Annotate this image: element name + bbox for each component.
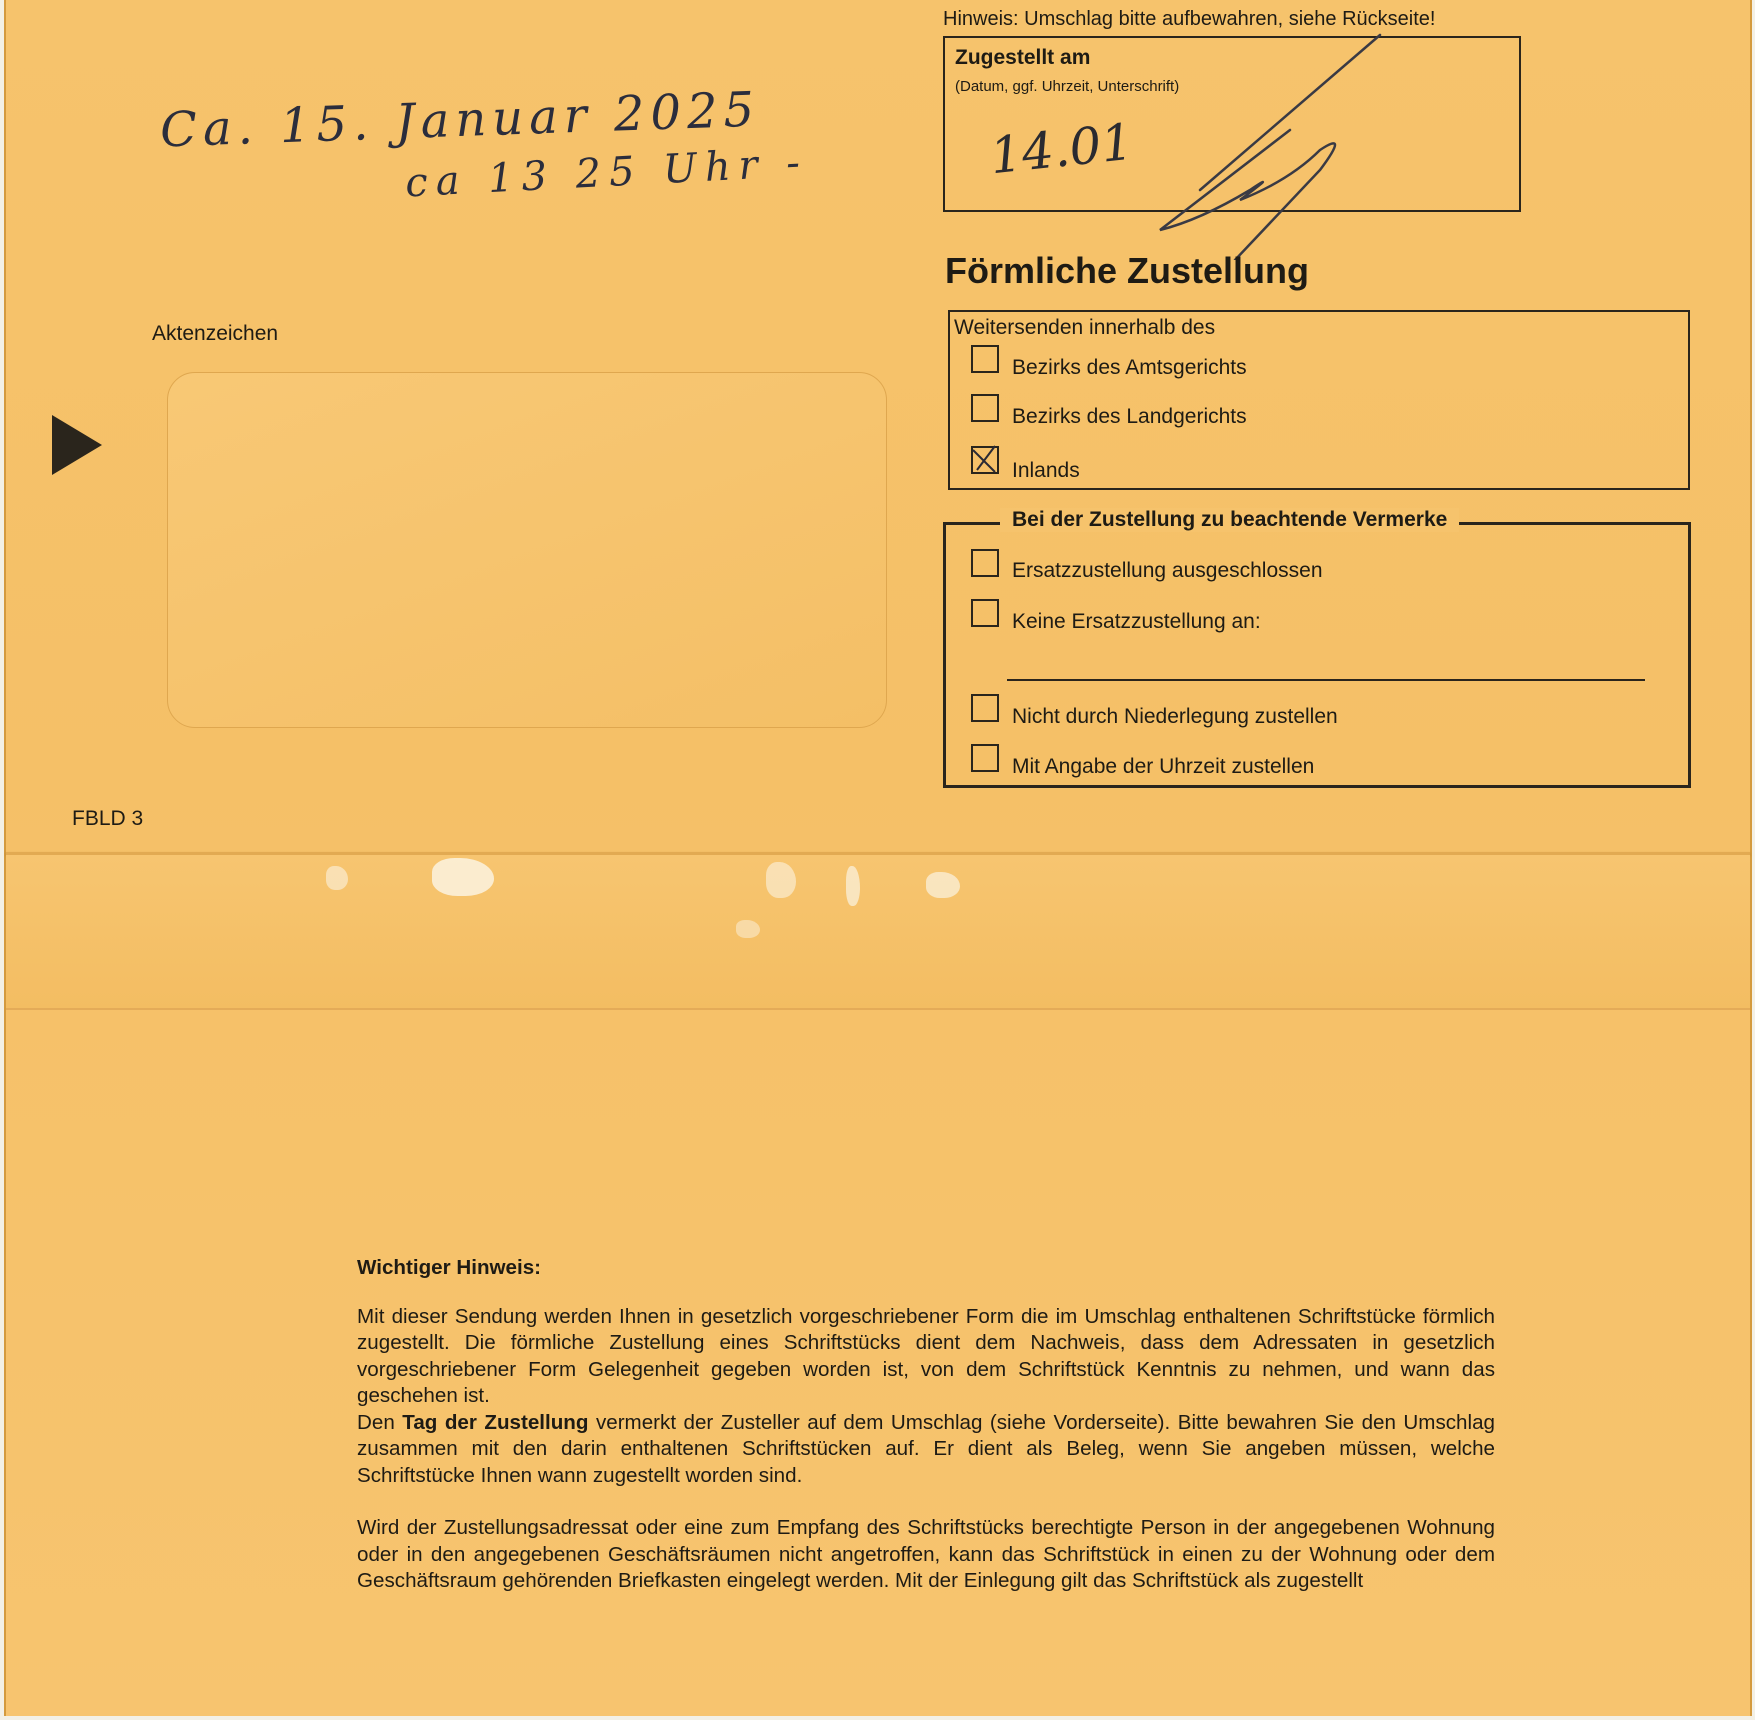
- ersatzzustellung-blank-line[interactable]: [1007, 679, 1645, 681]
- checkbox-inlands[interactable]: [971, 446, 999, 474]
- paragraph-gap: [357, 1489, 1495, 1515]
- flap-edge: [6, 1008, 1750, 1010]
- notice-paragraph-2-prefix: Den: [357, 1410, 403, 1434]
- checkbox-amtsgericht-label: Bezirks des Amtsgerichts: [1012, 356, 1247, 379]
- form-code: FBLD 3: [72, 807, 144, 830]
- handwritten-note-date: Ca. 15. Januar 2025: [159, 81, 761, 159]
- checkbox-amtsgericht[interactable]: [971, 345, 999, 373]
- checkbox-landgericht[interactable]: [971, 394, 999, 422]
- checkbox-uhrzeit[interactable]: [971, 744, 999, 772]
- hinweis-text: Hinweis: Umschlag bitte aufbewahren, siehe Rückseite!: [943, 8, 1436, 30]
- notice-title: Wichtiger Hinweis:: [357, 1256, 542, 1279]
- notice-delivery-day-emphasis: Tag der Zustellung: [402, 1410, 589, 1434]
- aktenzeichen-label: Aktenzeichen: [152, 322, 279, 345]
- handwritten-delivery-date: 14.01: [987, 112, 1136, 186]
- paper-tear-mark: [432, 858, 494, 896]
- paper-tear-mark: [846, 866, 860, 906]
- paper-tear-mark: [926, 872, 960, 898]
- notice-paragraph-2: [357, 1410, 1495, 1490]
- notice-paragraph-2-suffix: vermerkt der Zusteller auf dem Umschlag (siehe Vorderseite). Bitte bewahren Sie den Umschlag zusammen mit den darin enthaltenen Schriftstücken auf. Er dient als Beleg, wenn Sie angeben müssen, welche Schriftstücke Ihnen wann zugestellt worden sind.: [357, 1410, 1495, 1487]
- notice-paragraph-1: Mit dieser Sendung werden Ihnen in gesetzlich vorgeschriebener Form die im Umschlag enthaltenen Schriftstücke förmlich zugestellt. Die förmliche Zustellung eines Schriftstücks dient dem Nachweis, dass dem Adressaten in gesetzlich vorgeschriebener Form Gelegenheit gegeben worden ist, von dem Schriftstück Kenntnis zu nehmen, und wann das geschehen ist.: [357, 1304, 1495, 1407]
- checkbox-ersatzzustellung-ausgeschlossen-label: Ersatzzustellung ausgeschlossen: [1012, 559, 1323, 582]
- vermerke-title: Bei der Zustellung zu beachtende Vermerke: [1000, 508, 1459, 532]
- paper-tear-mark: [736, 920, 760, 938]
- zugestellt-sublabel: (Datum, ggf. Uhrzeit, Unterschrift): [955, 78, 1180, 95]
- form-title: Förmliche Zustellung: [945, 250, 1310, 291]
- handwritten-note-time: ca 13 25 Uhr -: [404, 139, 809, 207]
- notice-paragraph-3: Wird der Zustellungsadressat oder eine zum Empfang des Schriftstücks berechtigte Person in der angegebenen Wohnung oder in den angegebenen Geschäftsräumen nicht angetroffen, kann das Schriftstück in einen zu der Wohnung oder dem Geschäftsraum gehörenden Briefkasten eingelegt werden. Mit der Einlegung gilt das Schriftstück als zugestellt: [357, 1516, 1495, 1592]
- checkbox-nicht-niederlegung[interactable]: [971, 694, 999, 722]
- signature-scribble: [1140, 30, 1400, 260]
- important-notice: [357, 1255, 1495, 1595]
- checkmark-icon: [969, 440, 997, 474]
- checkbox-nicht-niederlegung-label: Nicht durch Niederlegung zustellen: [1012, 705, 1338, 728]
- checkbox-landgericht-label: Bezirks des Landgerichts: [1012, 405, 1247, 428]
- weitersenden-label: Weitersenden innerhalb des: [954, 316, 1216, 339]
- checkbox-ersatzzustellung-ausgeschlossen[interactable]: [971, 549, 999, 577]
- paper-tear-mark: [766, 862, 796, 898]
- checkbox-uhrzeit-label: Mit Angabe der Uhrzeit zustellen: [1012, 755, 1315, 778]
- zugestellt-label: Zugestellt am: [955, 46, 1091, 69]
- checkbox-keine-ersatzzustellung-label: Keine Ersatzzustellung an:: [1012, 610, 1261, 633]
- address-window: [167, 372, 887, 728]
- envelope-flap: [6, 855, 1750, 1010]
- checkbox-inlands-label: Inlands: [1012, 459, 1080, 482]
- triangle-arrow-icon: [52, 415, 102, 475]
- paper-tear-mark: [326, 866, 348, 890]
- checkbox-keine-ersatzzustellung[interactable]: [971, 599, 999, 627]
